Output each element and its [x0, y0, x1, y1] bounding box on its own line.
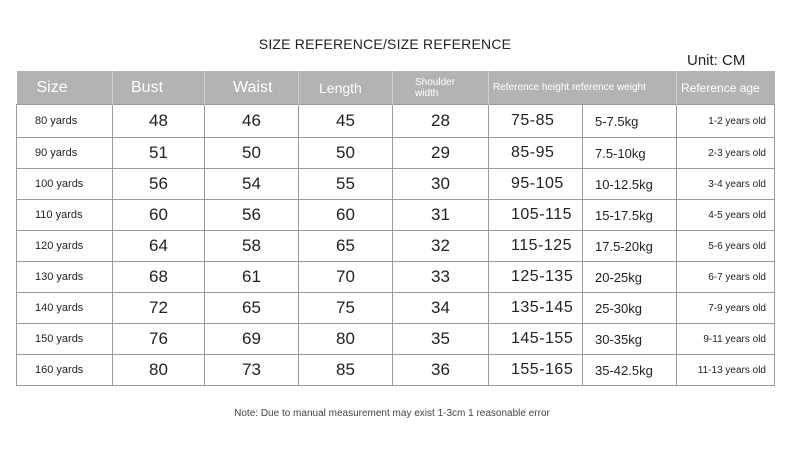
cell-shoulder: 29 [393, 138, 489, 169]
table-row [17, 324, 775, 355]
cell-shoulder: 31 [393, 200, 489, 231]
header-shoulder-label: Shoulder width [415, 76, 456, 99]
cell-waist: 46 [205, 105, 299, 138]
table-row [17, 231, 775, 262]
cell-height: 75-85 [489, 105, 583, 138]
cell-age: 3-4 years old [677, 169, 775, 200]
cell-size: 140 yards [17, 293, 113, 324]
cell-size: 160 yards [17, 355, 113, 386]
cell-bust: 76 [113, 324, 205, 355]
cell-shoulder: 28 [393, 105, 489, 138]
cell-length: 50 [299, 138, 393, 169]
cell-shoulder: 33 [393, 262, 489, 293]
cell-height: 135-145 [489, 293, 583, 324]
cell-length: 55 [299, 169, 393, 200]
cell-height: 125-135 [489, 262, 583, 293]
cell-weight: 17.5-20kg [583, 231, 677, 262]
cell-waist: 69 [205, 324, 299, 355]
cell-length: 85 [299, 355, 393, 386]
cell-bust: 48 [113, 105, 205, 138]
cell-age: 5-6 years old [677, 231, 775, 262]
cell-waist: 50 [205, 138, 299, 169]
cell-waist: 56 [205, 200, 299, 231]
cell-height: 95-105 [489, 169, 583, 200]
cell-size: 110 yards [17, 200, 113, 231]
cell-size: 150 yards [17, 324, 113, 355]
cell-age: 6-7 years old [677, 262, 775, 293]
cell-weight: 15-17.5kg [583, 200, 677, 231]
cell-age: 1-2 years old [677, 105, 775, 138]
cell-length: 80 [299, 324, 393, 355]
cell-size: 120 yards [17, 231, 113, 262]
cell-shoulder: 36 [393, 355, 489, 386]
cell-weight: 35-42.5kg [583, 355, 677, 386]
cell-age: 4-5 years old [677, 200, 775, 231]
header-length: Length [299, 71, 393, 105]
table-row [17, 105, 775, 138]
cell-length: 65 [299, 231, 393, 262]
cell-age: 9-11 years old [677, 324, 775, 355]
table-row [17, 169, 775, 200]
cell-weight: 25-30kg [583, 293, 677, 324]
unit-label: Unit: CM [687, 52, 746, 69]
page-title: SIZE REFERENCE/SIZE REFERENCE [258, 36, 512, 52]
cell-weight: 5-7.5kg [583, 105, 677, 138]
table-row [17, 355, 775, 386]
cell-bust: 56 [113, 169, 205, 200]
cell-length: 45 [299, 105, 393, 138]
header-bust: Bust [113, 71, 205, 105]
header-reference: Reference height reference weight [489, 71, 677, 105]
cell-bust: 51 [113, 138, 205, 169]
cell-waist: 54 [205, 169, 299, 200]
table-row [17, 200, 775, 231]
cell-height: 105-115 [489, 200, 583, 231]
cell-bust: 64 [113, 231, 205, 262]
header-age: Reference age [677, 71, 775, 105]
cell-height: 85-95 [489, 138, 583, 169]
table-body [17, 105, 775, 386]
cell-age: 11-13 years old [677, 355, 775, 386]
cell-weight: 7.5-10kg [583, 138, 677, 169]
size-table [16, 71, 775, 386]
cell-shoulder: 30 [393, 169, 489, 200]
table-row [17, 138, 775, 169]
cell-weight: 30-35kg [583, 324, 677, 355]
cell-height: 155-165 [489, 355, 583, 386]
cell-shoulder: 35 [393, 324, 489, 355]
table-row [17, 262, 775, 293]
cell-size: 100 yards [17, 169, 113, 200]
cell-waist: 61 [205, 262, 299, 293]
cell-bust: 60 [113, 200, 205, 231]
cell-age: 7-9 years old [677, 293, 775, 324]
cell-weight: 20-25kg [583, 262, 677, 293]
footnote: Note: Due to manual measurement may exist 1-3cm 1 reasonable error [234, 408, 550, 419]
cell-shoulder: 32 [393, 231, 489, 262]
cell-bust: 80 [113, 355, 205, 386]
cell-size: 130 yards [17, 262, 113, 293]
cell-height: 145-155 [489, 324, 583, 355]
cell-age: 2-3 years old [677, 138, 775, 169]
cell-bust: 68 [113, 262, 205, 293]
cell-waist: 58 [205, 231, 299, 262]
table-row [17, 293, 775, 324]
header-shoulder [393, 71, 489, 105]
table-header-row [17, 71, 775, 105]
cell-size: 80 yards [17, 105, 113, 138]
cell-length: 70 [299, 262, 393, 293]
cell-size: 90 yards [17, 138, 113, 169]
cell-length: 60 [299, 200, 393, 231]
header-size: Size [17, 71, 113, 105]
cell-waist: 65 [205, 293, 299, 324]
cell-shoulder: 34 [393, 293, 489, 324]
cell-length: 75 [299, 293, 393, 324]
cell-weight: 10-12.5kg [583, 169, 677, 200]
cell-waist: 73 [205, 355, 299, 386]
header-waist: Waist [205, 71, 299, 105]
cell-height: 115-125 [489, 231, 583, 262]
cell-bust: 72 [113, 293, 205, 324]
